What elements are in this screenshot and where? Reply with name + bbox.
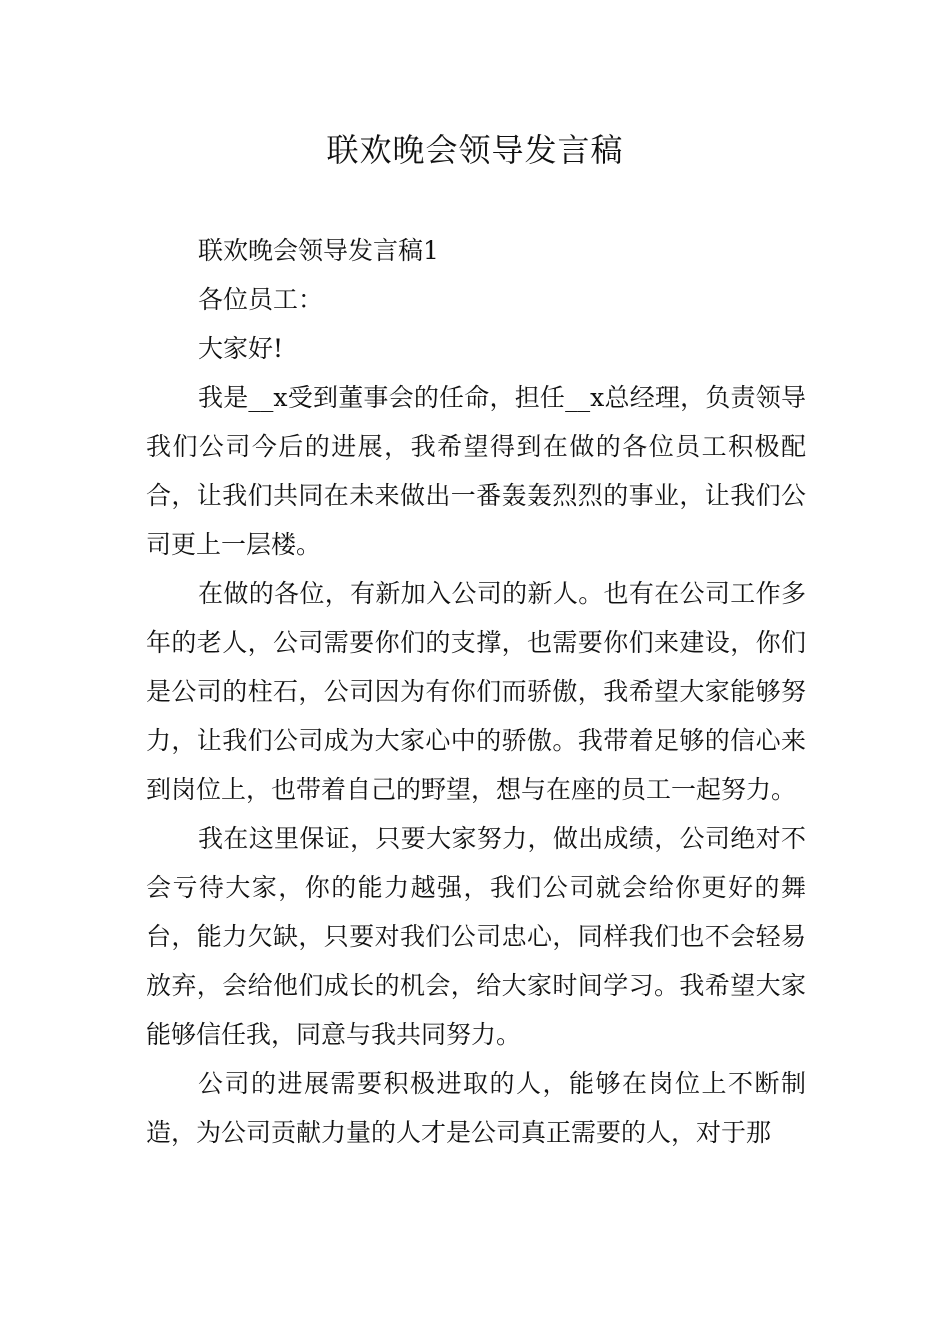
section-heading: 联欢晚会领导发言稿1	[198, 236, 439, 265]
paragraph: 我是__x受到董事会的任命，担任__x总经理，负责领导我们公司今后的进展，我希望得到在做的各位员工积极配合，让我们共同在未来做出一番轰轰烈烈的事业，让我们公司更上一层楼。	[146, 383, 806, 559]
paragraph: 公司的进展需要积极进取的人，能够在岗位上不断制造，为公司贡献力量的人才是公司真正需要的人，对于那	[146, 1069, 806, 1147]
salutation: 各位员工：	[198, 285, 324, 314]
document-title: 联欢晚会领导发言稿	[326, 131, 624, 169]
paragraph: 在做的各位，有新加入公司的新人。也有在公司工作多年的老人，公司需要你们的支撑，也需要你们来建设，你们是公司的柱石，公司因为有你们而骄傲，我希望大家能够努力，让我们公司成为大家心中的骄傲。我带着足够的信心来到岗位上，也带着自己的野望，想与在座的员工一起努力。	[146, 579, 806, 804]
document-body	[146, 226, 806, 1157]
greeting: 大家好!	[198, 334, 284, 363]
paragraph: 我在这里保证，只要大家努力，做出成绩，公司绝对不会亏待大家，你的能力越强，我们公司就会给你更好的舞台，能力欠缺，只要对我们公司忠心，同样我们也不会轻易放弃，会给他们成长的机会，给大家时间学习。我希望大家能够信任我，同意与我共同努力。	[146, 824, 806, 1049]
